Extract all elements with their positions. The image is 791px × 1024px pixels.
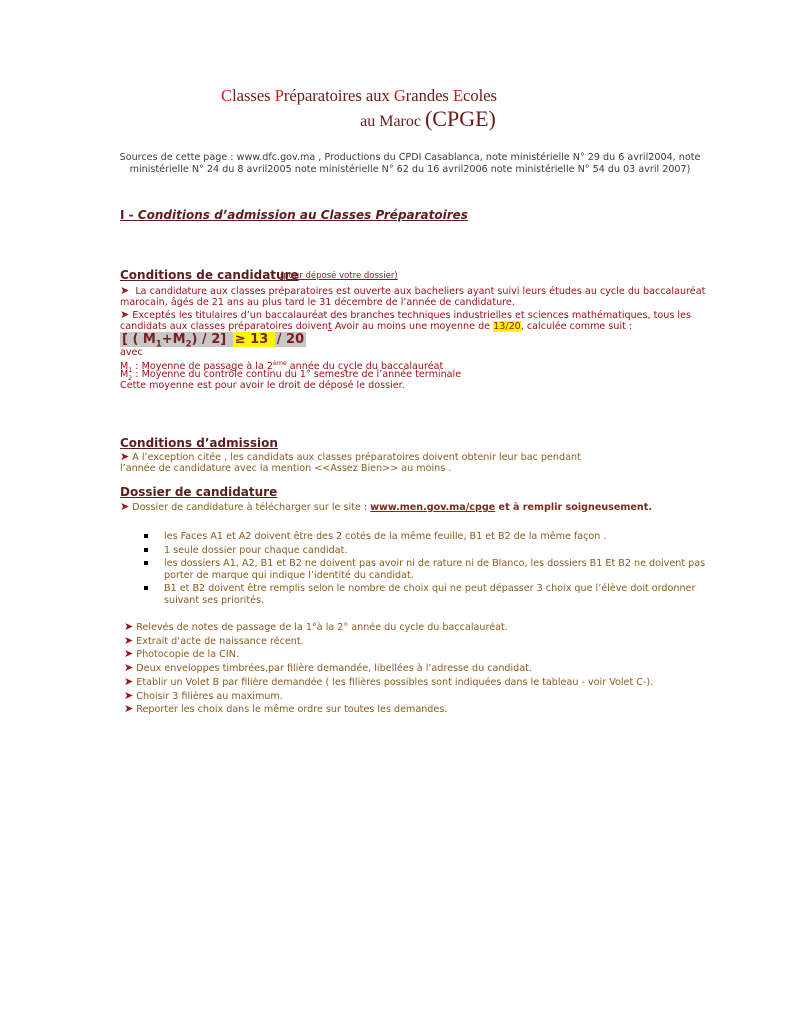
admission-heading: Conditions d’admission bbox=[120, 436, 278, 450]
list-item: ➤ Deux enveloppes timbrées,par filière demandée, libellées à l’adresse du candidat. bbox=[124, 661, 532, 675]
admission-paragraph-cont: l’année de candidature avec la mention <<Assez Bien>> au moins . bbox=[120, 463, 452, 474]
candidature-last-line: Cette moyenne est pour avoir le droit de déposé le dossier. bbox=[120, 380, 405, 391]
dossier-items-list bbox=[124, 621, 724, 717]
arrow-icon: ➤ bbox=[124, 702, 134, 716]
candidature-paragraph-2: ➤ Exceptés les titulaires d’un baccalauréat des branches techniques industrielles et sciences mathématiques, tous les bbox=[120, 308, 691, 321]
candidature-note: (pour déposé votre dossier) bbox=[280, 271, 398, 281]
list-item: ➤ Choisir 3 filières au maximum. bbox=[124, 688, 283, 702]
candidature-paragraph-1-cont: marocain, âgés de 21 ans au plus tard le 31 décembre de l’année de candidature. bbox=[120, 297, 515, 308]
candidature-paragraph-2-cont: candidats aux classes préparatoires doivent Avoir au moins une moyenne de 13/20, calculée comme suit : bbox=[120, 321, 633, 332]
cpge-site-link[interactable]: www.men.gov.ma/cpge bbox=[370, 502, 496, 513]
list-item: ➤ Photocopie de la CIN. bbox=[124, 647, 239, 661]
list-item: 1 seule dossier pour chaque candidat. bbox=[142, 545, 722, 557]
arrow-icon: ➤ bbox=[120, 500, 130, 513]
dossier-heading: Dossier de candidature bbox=[120, 485, 278, 499]
list-item: ➤ Etablir un Volet B par filière demandée ( les filières possibles sont indiquées dans le tableau - voir Volet C-). bbox=[124, 674, 654, 688]
sources-note: Sources de cette page : www.dfc.gov.ma , Productions du CPDI Casablanca, note ministérielle N° 29 du 6 avril2004, note ministérielle N° 24 du 8 avril2005 note ministérielle N° 62 du 16 avril2006 note ministérielle N° 54 du 03 avril 2007) bbox=[119, 152, 701, 175]
arrow-icon: ➤ bbox=[124, 647, 134, 661]
m1-definition: $M_1$ : Moyenne de passage à la 2ème année du cycle du baccalauréat bbox=[120, 360, 444, 375]
arrow-icon: ➤ bbox=[124, 661, 134, 675]
arrow-icon: ➤ bbox=[120, 284, 130, 297]
list-item: ➤ Relevés de notes de passage de la 1°à la 2° année du cycle du baccalauréat. bbox=[124, 620, 508, 633]
dossier-intro: ➤ Dossier de candidature à télécharger sur le site : www.men.gov.ma/cpge et à remplir soigneusement. bbox=[120, 500, 652, 513]
page-title: Classes Préparatoires aux Grandes Ecoles bbox=[221, 86, 497, 105]
list-item: ➤ Extrait d’acte de naissance récent. bbox=[124, 633, 304, 647]
bullet-icon bbox=[144, 561, 148, 565]
arrow-icon: ➤ bbox=[124, 633, 134, 647]
dossier-rules-list bbox=[142, 531, 722, 608]
list-item: les Faces A1 et A2 doivent être des 2 cotés de la même feuille, B1 et B2 de la même façon . bbox=[142, 531, 722, 543]
avec-label: avec bbox=[120, 347, 143, 358]
section-heading: I - Conditions d’admission au Classes Préparatoires bbox=[120, 208, 468, 222]
average-formula: [ ( $M_1+M_2) / 2] \ge 13 / 20$ bbox=[122, 332, 305, 349]
list-item: ➤ Reporter les choix dans le même ordre sur toutes les demandes. bbox=[124, 702, 448, 716]
page-subtitle: au Maroc (CPGE) bbox=[360, 106, 496, 131]
list-item: B1 et B2 doivent être remplis selon le nombre de choix qui ne peut dépasser 3 choix que l’élève doit ordonner suivant ses priorités. bbox=[142, 583, 722, 606]
admission-paragraph: ➤ A l’exception citée , les candidats aux classes préparatoires doivent obtenir leur bac pendant bbox=[120, 450, 581, 463]
bullet-icon bbox=[144, 548, 148, 552]
arrow-icon: ➤ bbox=[120, 308, 130, 321]
m2-definition: $M_2$ : Moyenne du contrôle continu du 1° semestre de l’année terminale bbox=[120, 369, 462, 382]
bullet-icon bbox=[144, 586, 148, 590]
arrow-icon: ➤ bbox=[124, 674, 134, 688]
list-item: les dossiers A1, A2, B1 et B2 ne doivent pas avoir ni de rature ni de Blanco, les dossiers B1 Et B2 ne doivent pas porter de marque qui indique l’identité du candidat. bbox=[142, 558, 722, 581]
bullet-icon bbox=[144, 534, 148, 538]
arrow-icon: ➤ bbox=[120, 450, 130, 463]
candidature-paragraph-1: ➤ La candidature aux classes préparatoires est ouverte aux bacheliers ayant suivi leurs études au cycle du baccalauréat bbox=[120, 284, 706, 297]
candidature-heading: Conditions de candidature bbox=[120, 268, 299, 282]
arrow-icon: ➤ bbox=[124, 620, 134, 633]
arrow-icon: ➤ bbox=[124, 688, 134, 702]
